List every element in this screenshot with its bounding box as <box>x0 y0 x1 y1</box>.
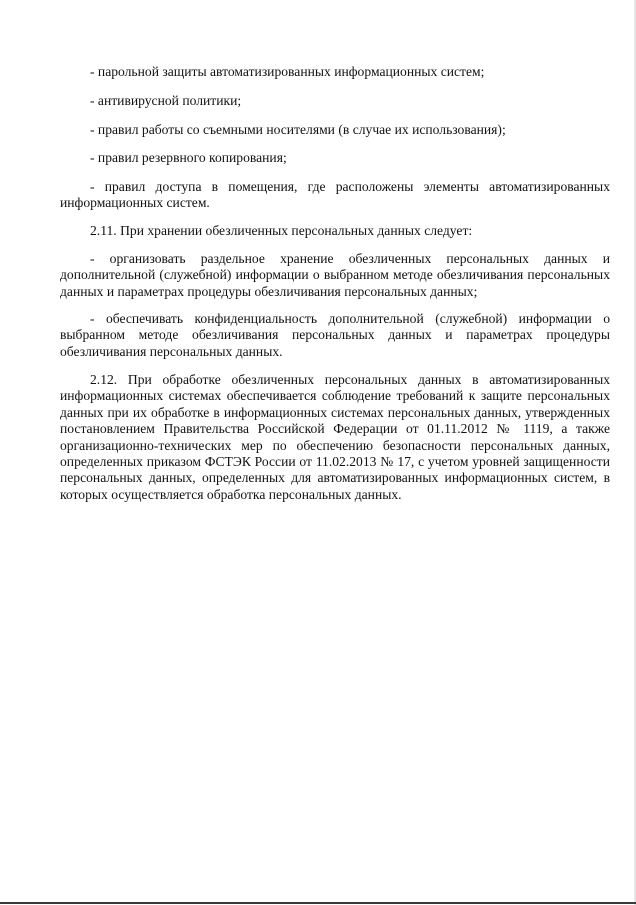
list-item-antivirus-policy: - антивирусной политики; <box>90 93 242 108</box>
section-2-11-heading: 2.11. При хранении обезличенных персональных данных следует: <box>90 223 473 238</box>
page-bottom-rule <box>0 902 636 904</box>
list-item-premises-access: - правил доступа в помещения, где расположены элементы автоматизированных информационных систем. <box>60 179 610 211</box>
list-item-removable-media: - правил работы со съемными носителями (в случае их использования); <box>90 122 506 137</box>
list-item-backup-rules: - правил резервного копирования; <box>90 150 287 165</box>
section-2-11-item-confidentiality: - обеспечивать конфиденциальность дополнительной (служебной) информации о выбранном методе обезличивания персональных данных и параметрах процедуры обезличивания персональных данных. <box>60 311 610 359</box>
list-item-password-protection: - парольной защиты автоматизированных информационных систем; <box>90 64 485 79</box>
section-2-12-paragraph: 2.12. При обработке обезличенных персональных данных в автоматизированных информационных системах обеспечивается соблюдение требований к защите персональных данных при их обработке в информационных системах персональных данных, утвержденных постановлением Правительства Российской Федерации от 01.11.2012 № 1119, а также организационно-технических мер по обеспечению безопасности персональных данных, определенных приказом ФСТЭК России от 11.02.2013 № 17, с учетом уровней защищенности персональных данных, определенных для автоматизированных информационных систем, в которых осуществляется обработка персональных данных. <box>60 372 610 502</box>
section-2-11-item-separate-storage: - организовать раздельное хранение обезличенных персональных данных и дополнительной (служебной) информации о выбранном методе обезличивания персональных данных и параметрах процедуры обезличивания персональных данных; <box>60 251 610 299</box>
